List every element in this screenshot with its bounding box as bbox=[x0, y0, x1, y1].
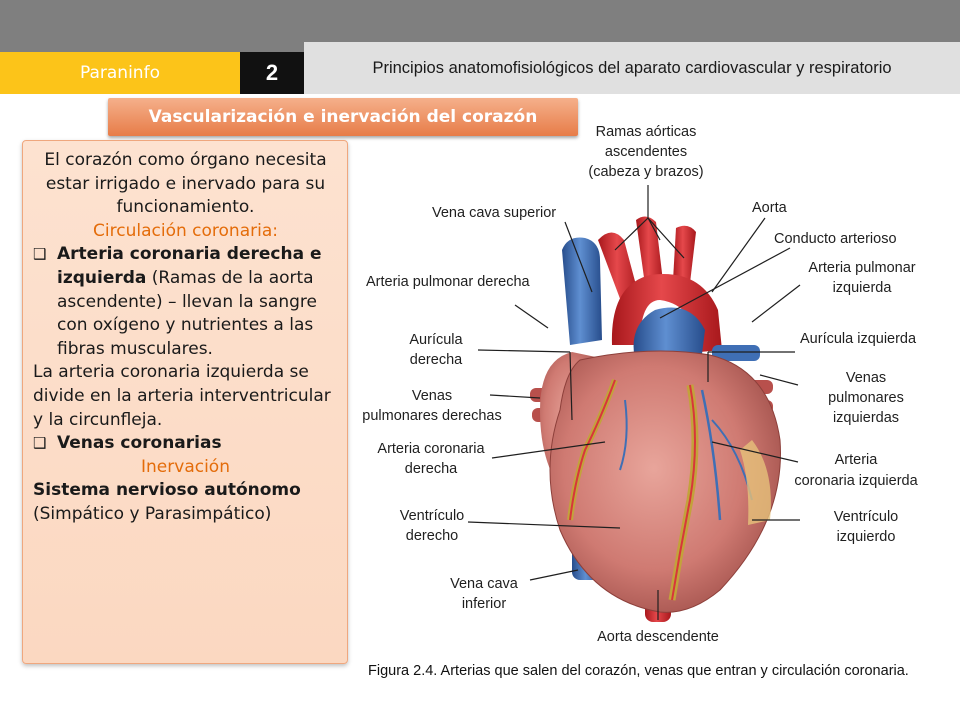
chapter-title-text: Principios anatomofisiológicos del aparato cardiovascular y respiratorio bbox=[372, 58, 892, 77]
label-line: inferior bbox=[461, 596, 507, 612]
label-aorta bbox=[752, 200, 788, 216]
label-arteria-coronaria-derecha bbox=[377, 441, 485, 457]
label-line: Aurícula bbox=[409, 332, 463, 348]
label-ramas-aorticas bbox=[596, 124, 697, 140]
checkbox-bullet-icon: ❑ bbox=[33, 434, 47, 453]
label-venas-pulmonares-derechas bbox=[412, 388, 452, 404]
label-line: Arteria bbox=[834, 452, 878, 468]
label-line: Aorta descendente bbox=[597, 629, 719, 645]
label-ventriculo-izquierdo bbox=[834, 509, 899, 525]
label-venas-pulmonares-izquierdas bbox=[828, 390, 904, 406]
label-ventriculo-derecho bbox=[400, 508, 465, 524]
label-line: Venas bbox=[845, 370, 887, 386]
brand-label: Paraninfo bbox=[0, 52, 240, 94]
label-venas-pulmonares-izquierdas bbox=[846, 370, 886, 386]
label-line: Ventrículo bbox=[833, 509, 899, 525]
bullet-bold-text: Arteria coronaria derecha e izquierda bbox=[57, 244, 322, 288]
label-vena-cava-inferior bbox=[450, 576, 519, 592]
label-ramas-aorticas bbox=[588, 164, 703, 180]
label-line: (cabeza y brazos) bbox=[588, 164, 704, 180]
label-auricula-derecha bbox=[410, 352, 463, 368]
label-ramas-aorticas bbox=[605, 144, 687, 160]
nervous-system-detail: (Simpático y Parasimpático) bbox=[33, 503, 272, 524]
label-line: izquierdo bbox=[836, 529, 896, 545]
paragraph-text: La arteria coronaria izquierda se divide en la arteria interventricular y la circunfleja. bbox=[33, 362, 331, 430]
bullet-coronary-arteries bbox=[33, 243, 338, 361]
label-line: Arteria pulmonar derecha bbox=[366, 274, 530, 290]
intro-text: El corazón como órgano necesita estar irrigado e inervado para su funcionamiento. bbox=[44, 150, 327, 218]
label-line: Conducto arterioso bbox=[774, 231, 897, 247]
bullet-coronary-veins bbox=[33, 432, 338, 456]
label-line: derecha bbox=[409, 352, 463, 368]
label-vena-cava-inferior bbox=[462, 596, 506, 612]
nervous-system-text: Sistema nervioso autónomo bbox=[33, 480, 301, 501]
label-auricula-izquierda bbox=[800, 331, 917, 347]
label-arteria-coronaria-izquierda bbox=[835, 452, 879, 468]
label-line: Vena cava bbox=[450, 576, 518, 592]
label-line: coronaria izquierda bbox=[794, 473, 918, 489]
label-line: Venas bbox=[411, 388, 453, 404]
bullet-veins-text: Venas coronarias bbox=[57, 433, 222, 454]
label-arteria-coronaria-derecha bbox=[405, 461, 458, 477]
label-line: Arteria coronaria bbox=[377, 441, 485, 457]
chapter-number: 2 bbox=[240, 52, 304, 94]
section-title: Vascularización e inervación del corazón bbox=[108, 98, 578, 136]
label-line: izquierdas bbox=[832, 410, 900, 426]
chapter-title bbox=[304, 42, 960, 94]
label-arteria-pulmonar-izquierda bbox=[833, 280, 893, 296]
label-line: izquierda bbox=[832, 280, 892, 296]
label-line: Ventrículo bbox=[399, 508, 465, 524]
label-line: Aorta bbox=[752, 200, 787, 216]
superior-vena-cava bbox=[562, 238, 602, 346]
label-arteria-coronaria-izquierda bbox=[794, 473, 918, 489]
label-ventriculo-izquierdo bbox=[837, 529, 896, 545]
label-conducto-arterioso bbox=[774, 231, 897, 247]
circulation-heading: Circulación coronaria: bbox=[93, 220, 278, 241]
label-ventriculo-derecho bbox=[406, 528, 458, 544]
label-line: Ramas aórticas bbox=[595, 124, 697, 140]
label-auricula-derecha bbox=[409, 332, 463, 348]
label-line: derecha bbox=[404, 461, 458, 477]
label-aorta-descendente bbox=[597, 629, 719, 645]
bullet-rest-text: (Ramas de la aorta ascendente) – llevan la sangre con oxígeno y nutrientes a las fibras musculares. bbox=[57, 267, 317, 359]
innervation-heading: Inervación bbox=[141, 456, 230, 477]
text-panel bbox=[22, 140, 348, 664]
label-line: derecho bbox=[405, 528, 459, 544]
checkbox-bullet-icon: ❑ bbox=[33, 245, 47, 264]
bullet-text bbox=[57, 243, 338, 361]
label-line: Arteria pulmonar bbox=[808, 260, 916, 276]
label-arteria-pulmonar-derecha bbox=[366, 274, 531, 290]
label-line: pulmonares derechas bbox=[362, 408, 502, 424]
label-line: Aurícula izquierda bbox=[800, 331, 917, 347]
label-line: pulmonares bbox=[828, 390, 904, 406]
label-venas-pulmonares-derechas bbox=[362, 408, 501, 424]
label-line: Vena cava superior bbox=[432, 205, 557, 221]
label-vena-cava-superior bbox=[432, 205, 556, 221]
label-arteria-pulmonar-izquierda bbox=[808, 260, 915, 276]
label-line: ascendentes bbox=[604, 144, 688, 160]
heart-diagram bbox=[356, 114, 934, 654]
figure-caption: Figura 2.4. Arterias que salen del corazón, venas que entran y circulación coronaria. bbox=[368, 663, 909, 679]
label-venas-pulmonares-izquierdas bbox=[833, 410, 899, 426]
